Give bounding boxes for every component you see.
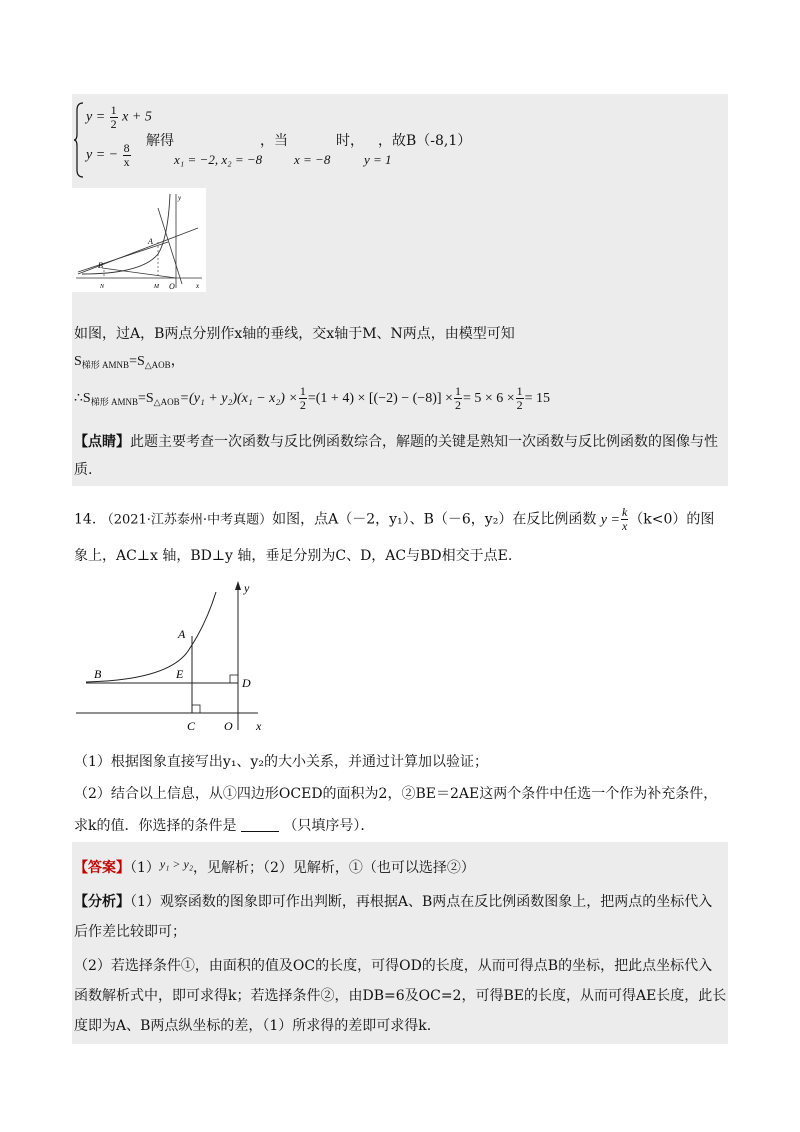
comma-when: ，当 (260, 133, 288, 149)
q14-x: x (621, 519, 628, 533)
analysis-line-3: （2）若选择条件①，由面积的值及OC的长度，可得OD的长度，从而可得点B的坐标，把此点坐标代入 (74, 958, 713, 974)
comment-line-1 (74, 432, 718, 452)
s-symbol: S (74, 354, 82, 369)
figure-2 (72, 580, 282, 736)
q14-text-1a: 如图，点A（－2，y₁）、B（－6，y₂）在反比例函数 (272, 511, 597, 528)
s-sub-triangle: △AOB (144, 360, 171, 370)
q14-func: y = (600, 512, 620, 528)
fig1-label-y: y (178, 194, 182, 202)
s-end: ， (170, 354, 185, 369)
y-value: y = 1 (364, 152, 392, 167)
equation-system (74, 100, 724, 180)
analysis-line-2: 后作差比较即可； (74, 924, 186, 940)
eq2-lhs: y = − (86, 147, 119, 163)
calc-expr-1: =(y₁ + y₂)(x₁ − x₂) × (179, 391, 298, 406)
answer-line (74, 854, 475, 878)
calc-expr-3: = 5 × 6 × (462, 391, 515, 406)
explain-line-1: 如图，过A，B两点分别作x轴的垂线，交x轴于M、N两点，由模型可知 (74, 326, 515, 342)
fig2-label-x: x (256, 719, 262, 733)
q14-line-2: 象上，AC⊥x 轴，BD⊥y 轴，垂足分别为C、D，AC与BD相交于点E. (74, 548, 513, 564)
calc-sub-triangle: △AOB (153, 397, 180, 407)
analysis-text-1: （1）观察函数的图象即可作出判断，再根据A、B两点在反比例函数图象上，把两点的坐标代入 (130, 894, 713, 910)
fig1-label-o: O (169, 282, 175, 291)
x-condition: x = −8 (294, 152, 331, 167)
q14-number: 14. (74, 511, 97, 528)
fig1-label-m: M (154, 284, 159, 290)
q14-k: k (621, 505, 628, 519)
part-3 (74, 816, 374, 836)
fig1-label-b: B (98, 261, 103, 270)
system-brace (74, 102, 84, 178)
answer-p1: （1） (130, 860, 160, 876)
q14-source: （2021·江苏泰州·中考真题） (100, 512, 273, 528)
half-den-2: 2 (454, 398, 461, 413)
half-num-1: 1 (299, 384, 306, 399)
fig2-label-y: y (244, 581, 250, 595)
calc-sub-trapezoid: 梯形 AMNB (90, 397, 138, 407)
calc-expr-4: = 15 (524, 391, 551, 406)
fig2-label-d: D (242, 676, 251, 690)
part-1: （1）根据图象直接写出y₁、y₂的大小关系，并通过计算加以验证； (74, 754, 488, 770)
s-eq: =S (129, 354, 145, 369)
q14-text-1b: （k<0）的图 (629, 511, 715, 528)
s-sub-trapezoid: 梯形 AMNB (81, 360, 130, 370)
fig2-label-a: A (178, 627, 186, 641)
half-den-3: 2 (516, 398, 523, 413)
fig2-label-o: O (224, 719, 233, 733)
answer-label: 【答案】 (74, 860, 130, 876)
fig2-label-b: B (94, 667, 102, 681)
analysis-line-1 (74, 892, 712, 912)
eq1-den: 2 (110, 117, 117, 131)
eq1-num: 1 (110, 103, 117, 117)
comment-text-1: 此题主要考查一次函数与反比例函数综合，解题的关键是熟知一次函数与反比例函数的图像与性 (130, 434, 718, 450)
comment-line-2: 质. (74, 462, 93, 478)
conclusion: ，故B（-8,1） (378, 133, 472, 149)
half-den-1: 2 (299, 398, 306, 413)
answer-rest: ，见解析；（2）见解析，①（也可以选择②） (193, 860, 475, 876)
roots: x₁ = −2, x₂ = −8 (174, 152, 263, 167)
eq2-den: x (123, 155, 130, 169)
eq1-rhs: x + 5 (122, 109, 152, 125)
figure-1 (72, 188, 206, 292)
fig2-label-e: E (176, 667, 184, 681)
analysis-label: 【分析】 (74, 894, 130, 910)
answer-blank (241, 817, 279, 832)
part-3-a: 求k的值．你选择的条件是 (74, 818, 237, 834)
when-text: 时， (336, 133, 364, 149)
comment-label: 【点睛】 (74, 434, 130, 450)
calc-eq: =S (137, 391, 154, 406)
fig1-label-a: A (148, 237, 153, 246)
half-num-2: 1 (454, 384, 461, 399)
fig2-label-c: C (187, 719, 196, 733)
calc-prefix: ∴S (74, 391, 91, 406)
area-calculation (74, 382, 550, 419)
half-num-3: 1 (516, 384, 523, 399)
calc-expr-2: =(1 + 4) × [(−2) − (−8)] × (307, 391, 453, 406)
answer-inequality: y₁ > y₂ (159, 857, 194, 871)
analysis-line-5: 度即为A、B两点纵坐标的差，（1）所求得的差即可求得k. (74, 1018, 432, 1034)
part-3-b: （只填序号）． (283, 818, 375, 834)
part-2: （2）结合以上信息，从①四边形OCED的面积为2，②BE＝2AE这两个条件中任选一个作为补充条件， (74, 786, 718, 802)
solve-text: 解得 (146, 133, 174, 149)
analysis-line-4: 函数解析式中，即可求得k；若选择条件②，由DB=6及OC=2，可得BE的长度，从而可得AE长度，此长 (74, 988, 727, 1004)
fig1-label-n: N (100, 284, 105, 290)
area-equality (74, 352, 185, 375)
eq2-num: 8 (123, 141, 130, 155)
fig1-label-x: x (196, 282, 200, 290)
q14-line-1 (74, 506, 714, 533)
eq1-lhs: y = (86, 109, 106, 125)
